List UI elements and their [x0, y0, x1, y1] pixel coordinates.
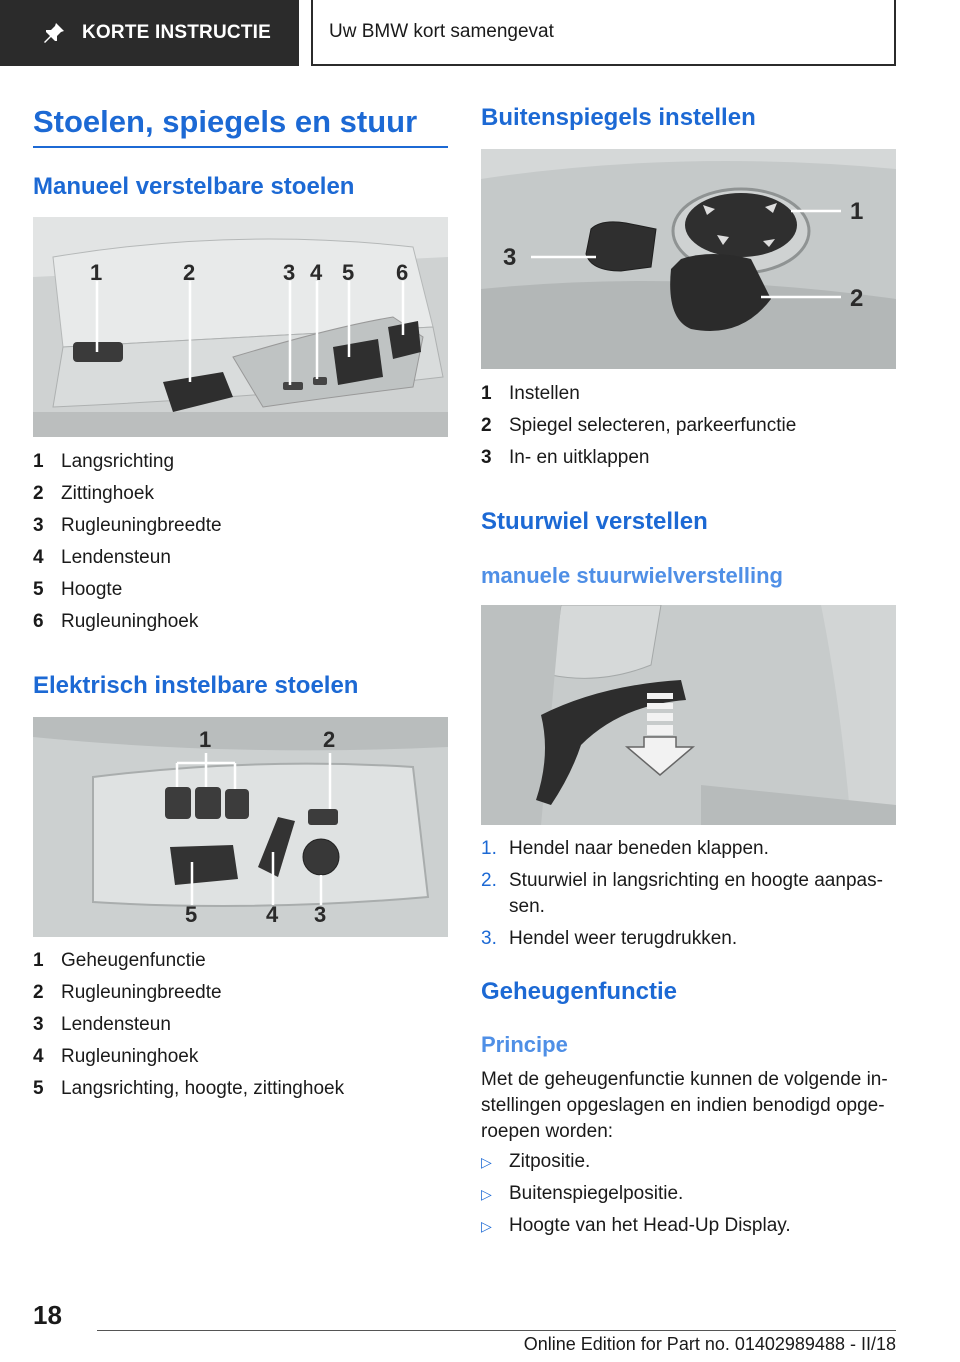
legend-text: Rugleuningbreedte — [61, 982, 222, 1003]
step-item — [481, 868, 896, 920]
legend-item — [33, 1041, 448, 1073]
bullet-text: Hoogte van het Head-Up Display. — [509, 1215, 791, 1236]
header-tab[interactable] — [0, 0, 299, 66]
mirror-legend — [481, 378, 896, 474]
legend-text: Langsrichting — [61, 451, 175, 472]
callout-label: 1 — [199, 727, 212, 752]
callout-label: 3 — [503, 244, 517, 271]
memory-title: Geheugenfunctie — [481, 978, 678, 1005]
callout-label: 1 — [850, 198, 864, 225]
legend-item — [33, 606, 448, 638]
legend-text: Geheugenfunctie — [61, 950, 206, 971]
footer-rule — [97, 1330, 896, 1331]
legend-num: 1 — [33, 451, 44, 472]
step-text: Hendel naar beneden klappen. — [509, 838, 769, 859]
triangle-bullet-icon: ▷ — [481, 1153, 492, 1170]
mirror-controls-image — [481, 149, 896, 369]
steering-subtitle: manuele stuurwielverstelling — [481, 563, 783, 588]
electric-seat-legend — [33, 945, 448, 1105]
legend-num: 3 — [481, 447, 492, 468]
callout-label: 2 — [850, 285, 864, 312]
callout-label: 3 — [283, 260, 296, 285]
legend-num: 4 — [33, 1046, 44, 1067]
callout-label: 4 — [310, 260, 323, 285]
legend-text: Lendensteun — [61, 1014, 171, 1035]
bullet-text: Buitenspiegelpositie. — [509, 1183, 684, 1204]
callout-label: 2 — [323, 727, 336, 752]
legend-item — [33, 945, 448, 977]
legend-item — [33, 574, 448, 606]
steering-lever-image — [481, 605, 896, 825]
legend-text: Instellen — [509, 383, 580, 404]
step-item — [481, 836, 896, 862]
step-num: 1. — [481, 838, 497, 859]
legend-num: 5 — [33, 1078, 44, 1099]
legend-text: Zittinghoek — [61, 483, 154, 504]
legend-text: Rugleuninghoek — [61, 611, 199, 632]
section-rule — [33, 146, 448, 148]
legend-item — [33, 446, 448, 478]
memory-paragraph: Met de geheugenfunctie kunnen de volgende in-stellingen opgeslagen en indien benodigd opge-roepen worden: — [481, 1069, 888, 1142]
step-item — [481, 926, 896, 952]
bullet-item — [481, 1146, 896, 1178]
header-tab-label: KORTE INSTRUCTIE — [82, 22, 271, 43]
bullet-item — [481, 1178, 896, 1210]
electric-seats-title: Elektrisch instelbare stoelen — [33, 672, 359, 699]
manual-seats-title: Manueel verstelbare stoelen — [33, 173, 355, 200]
page-number: 18 — [33, 1300, 62, 1330]
step-num: 2. — [481, 870, 497, 891]
legend-item — [481, 378, 896, 410]
callout-label: 5 — [185, 902, 198, 927]
legend-num: 1 — [33, 950, 44, 971]
legend-num: 2 — [33, 982, 44, 1003]
legend-item — [481, 442, 896, 474]
header-title-box — [311, 0, 896, 66]
step-num: 3. — [481, 928, 497, 949]
legend-item — [33, 542, 448, 574]
legend-item — [33, 1009, 448, 1041]
legend-item — [33, 510, 448, 542]
legend-item — [33, 1073, 448, 1105]
memory-subtitle: Principe — [481, 1032, 568, 1057]
legend-item — [481, 410, 896, 442]
legend-text: Hoogte — [61, 579, 123, 600]
legend-num: 1 — [481, 383, 492, 404]
legend-text: Rugleuningbreedte — [61, 515, 222, 536]
legend-item — [33, 977, 448, 1009]
mirrors-title: Buitenspiegels instellen — [481, 104, 756, 131]
header-title: Uw BMW kort samengevat — [329, 21, 554, 42]
legend-text: Spiegel selecteren, parkeerfunctie — [509, 415, 797, 436]
legend-num: 2 — [33, 483, 44, 504]
legend-num: 3 — [33, 515, 44, 536]
manual-seat-image — [33, 217, 448, 437]
legend-item — [33, 478, 448, 510]
legend-text: Rugleuninghoek — [61, 1046, 199, 1067]
step-text: Hendel weer terugdrukken. — [509, 928, 738, 949]
steering-steps — [481, 836, 896, 958]
bullet-item — [481, 1210, 896, 1242]
bullet-text: Zitpositie. — [509, 1151, 591, 1172]
legend-text: Lendensteun — [61, 547, 171, 568]
legend-num: 4 — [33, 547, 44, 568]
pin-icon — [42, 21, 66, 45]
callout-label: 5 — [342, 260, 355, 285]
legend-num: 5 — [33, 579, 44, 600]
section-title: Stoelen, spiegels en stuur — [33, 104, 418, 139]
legend-num: 6 — [33, 611, 44, 632]
electric-seat-image — [33, 717, 448, 937]
triangle-bullet-icon: ▷ — [481, 1185, 492, 1202]
memory-bullets — [481, 1146, 896, 1242]
callout-label: 3 — [314, 902, 327, 927]
callout-label: 4 — [266, 902, 279, 927]
callout-label: 1 — [90, 260, 103, 285]
legend-text: Langsrichting, hoogte, zittinghoek — [61, 1078, 345, 1099]
legend-num: 3 — [33, 1014, 44, 1035]
legend-text: In- en uitklappen — [509, 447, 650, 468]
footer-edition: Online Edition for Part no. 01402989488 - II/18 — [523, 1334, 896, 1354]
callout-label: 2 — [183, 260, 196, 285]
callout-label: 6 — [396, 260, 409, 285]
triangle-bullet-icon: ▷ — [481, 1217, 492, 1234]
steering-title: Stuurwiel verstellen — [481, 508, 708, 535]
manual-seat-legend — [33, 446, 448, 638]
step-text: Stuurwiel in langsrichting en hoogte aanpas-sen. — [509, 870, 883, 917]
legend-num: 2 — [481, 415, 492, 436]
